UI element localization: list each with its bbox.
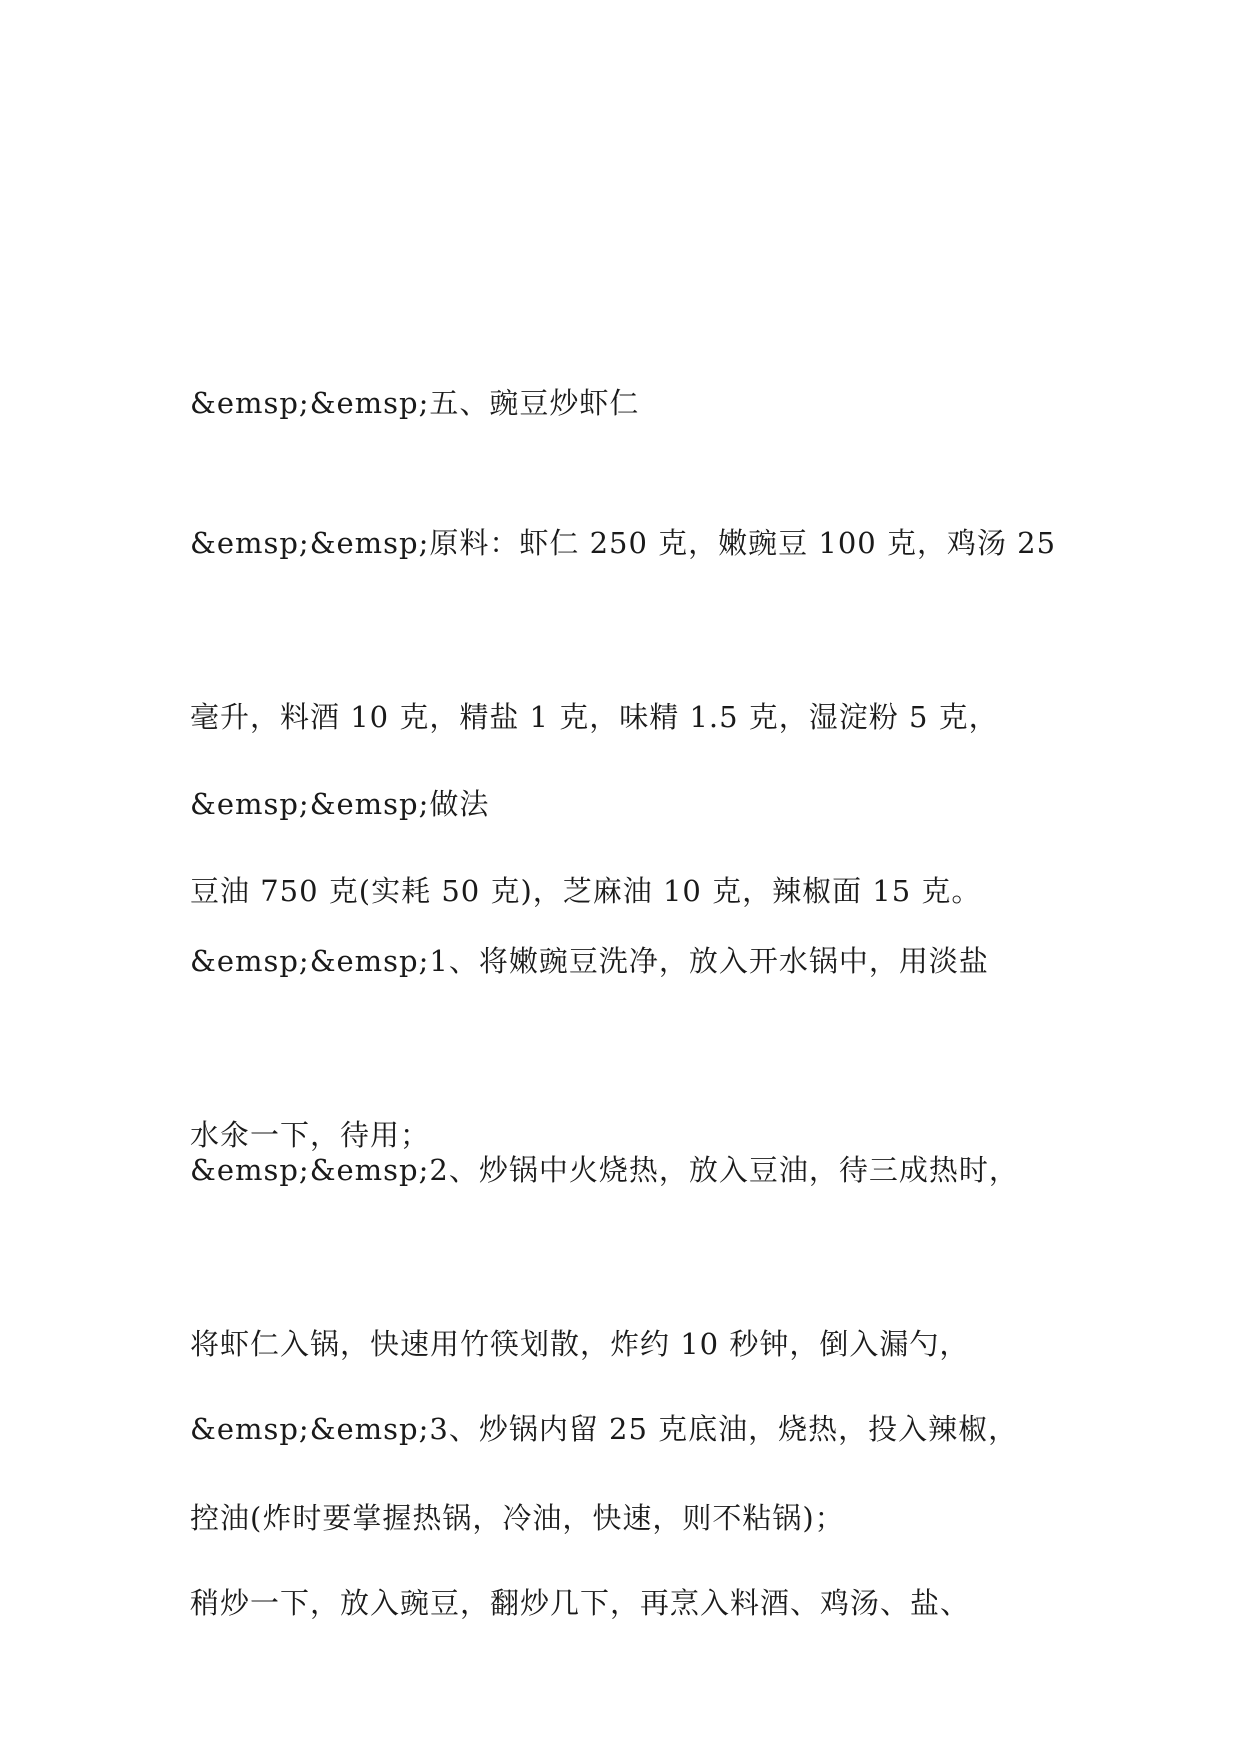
ingredients-line-1: &emsp;&emsp;原料：虾仁 250 克，嫩豌豆 100 克，鸡汤 25 [190, 526, 1057, 560]
ingredients-line-3: 豆油 750 克(实耗 50 克)，芝麻油 10 克，辣椒面 15 克。 [190, 874, 982, 908]
ingredients-line-2: 毫升，料酒 10 克，精盐 1 克，味精 1.5 克，湿淀粉 5 克， [190, 700, 999, 734]
recipe-title-line: &emsp;&emsp;五、豌豆炒虾仁 [190, 386, 640, 420]
step-3-line-1: &emsp;&emsp;3、炒锅内留 25 克底油，烧热，投入辣椒， [190, 1412, 1019, 1446]
method-heading-line: &emsp;&emsp;做法 [190, 787, 490, 821]
step-3-paragraph [190, 1284, 1070, 1748]
step-3-line-2: 稍炒一下，放入豌豆，翻炒几下，再烹入料酒、鸡汤、盐、 [190, 1586, 971, 1620]
step-1-line-1: &emsp;&emsp;1、将嫩豌豆洗净，放入开水锅中，用淡盐 [190, 944, 989, 978]
step-2-line-2: 将虾仁入锅，快速用竹筷划散，炸约 10 秒钟，倒入漏勺， [190, 1327, 970, 1361]
step-1-line-2: 水氽一下，待用； [190, 1118, 431, 1152]
step-2-line-3: 控油(炸时要掌握热锅，冷油，快速，则不粘锅)； [190, 1501, 845, 1535]
step-2-line-1: &emsp;&emsp;2、炒锅中火烧热，放入豆油，待三成热时， [190, 1153, 1019, 1187]
